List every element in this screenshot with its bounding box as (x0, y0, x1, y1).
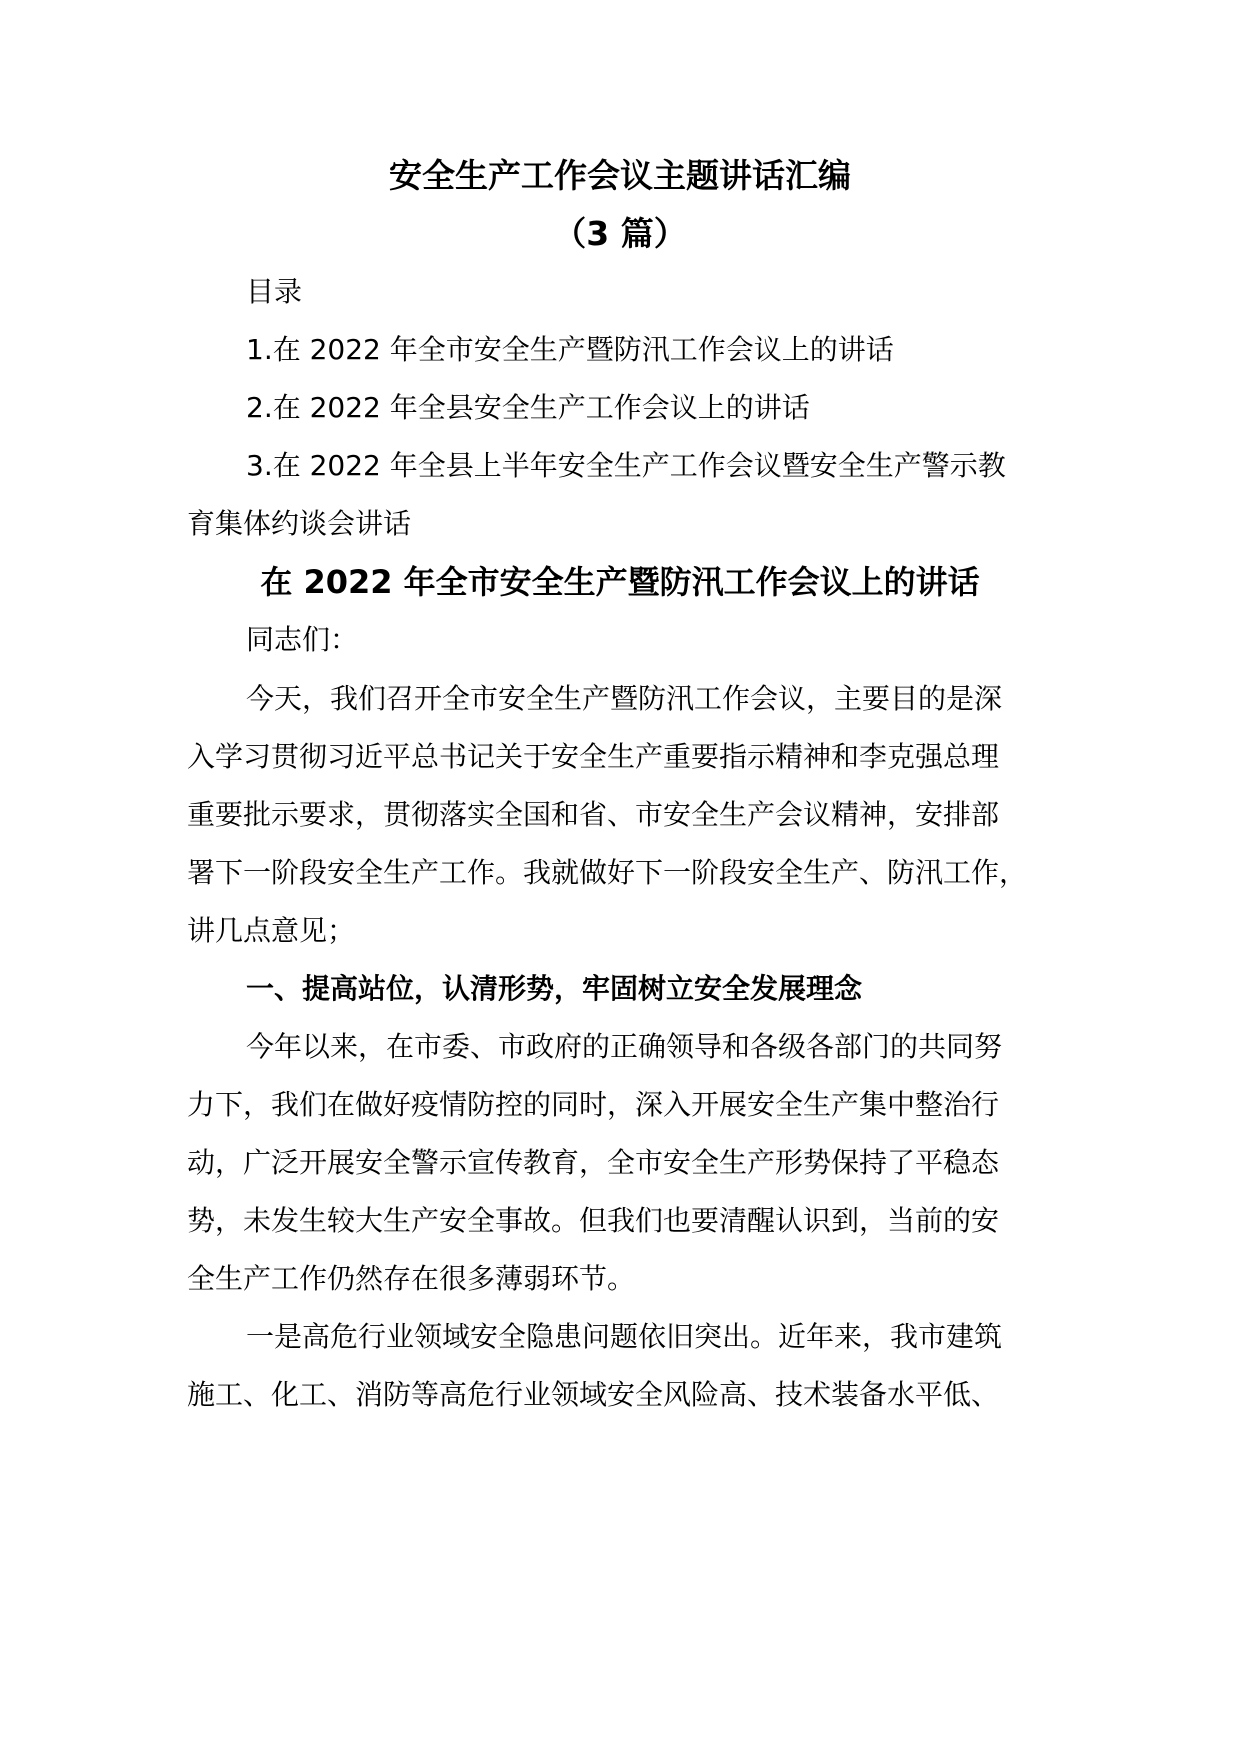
section-heading-1: 一、提高站位，认清形势，牢固树立安全发展理念 (246, 972, 863, 1005)
toc-label: 目录 (246, 275, 303, 308)
document-title: 安全生产工作会议主题讲话汇编 (389, 156, 851, 195)
paragraph-line: 势，未发生较大生产安全事故。但我们也要清醒认识到，当前的安 (187, 1204, 1000, 1237)
paragraph-line: 施工、化工、消防等高危行业领域安全风险高、技术装备水平低、 (187, 1378, 1000, 1411)
document-subtitle: （3 篇） (553, 214, 687, 253)
paragraph-line: 今年以来，在市委、市政府的正确领导和各级各部门的共同努 (246, 1030, 1003, 1063)
paragraph-line: 今天，我们召开全市安全生产暨防汛工作会议，主要目的是深 (246, 682, 1003, 715)
toc-item-3: 3.在 2022 年全县上半年安全生产工作会议暨安全生产警示教 (246, 449, 1006, 482)
paragraph-line: 力下，我们在做好疫情防控的同时，深入开展安全生产集中整治行 (187, 1088, 1000, 1121)
speech-title: 在 2022 年全市安全生产暨防汛工作会议上的讲话 (260, 563, 980, 601)
paragraph-line: 署下一阶段安全生产工作。我就做好下一阶段安全生产、防汛工作， (187, 856, 1028, 889)
paragraph-line: 动，广泛开展安全警示宣传教育，全市安全生产形势保持了平稳态 (187, 1146, 1000, 1179)
greeting: 同志们： (246, 623, 359, 656)
paragraph-line: 重要批示要求，贯彻落实全国和省、市安全生产会议精神，安排部 (187, 798, 1000, 831)
toc-item-3-continued: 育集体约谈会讲话 (187, 507, 412, 540)
paragraph-line: 一是高危行业领域安全隐患问题依旧突出。近年来，我市建筑 (246, 1320, 1003, 1353)
paragraph-line: 讲几点意见； (187, 914, 356, 947)
paragraph-line: 入学习贯彻习近平总书记关于安全生产重要指示精神和李克强总理 (187, 740, 1000, 773)
paragraph-line: 全生产工作仍然存在很多薄弱环节。 (187, 1262, 636, 1295)
toc-item-1: 1.在 2022 年全市安全生产暨防汛工作会议上的讲话 (246, 333, 894, 366)
toc-item-2: 2.在 2022 年全县安全生产工作会议上的讲话 (246, 391, 810, 424)
